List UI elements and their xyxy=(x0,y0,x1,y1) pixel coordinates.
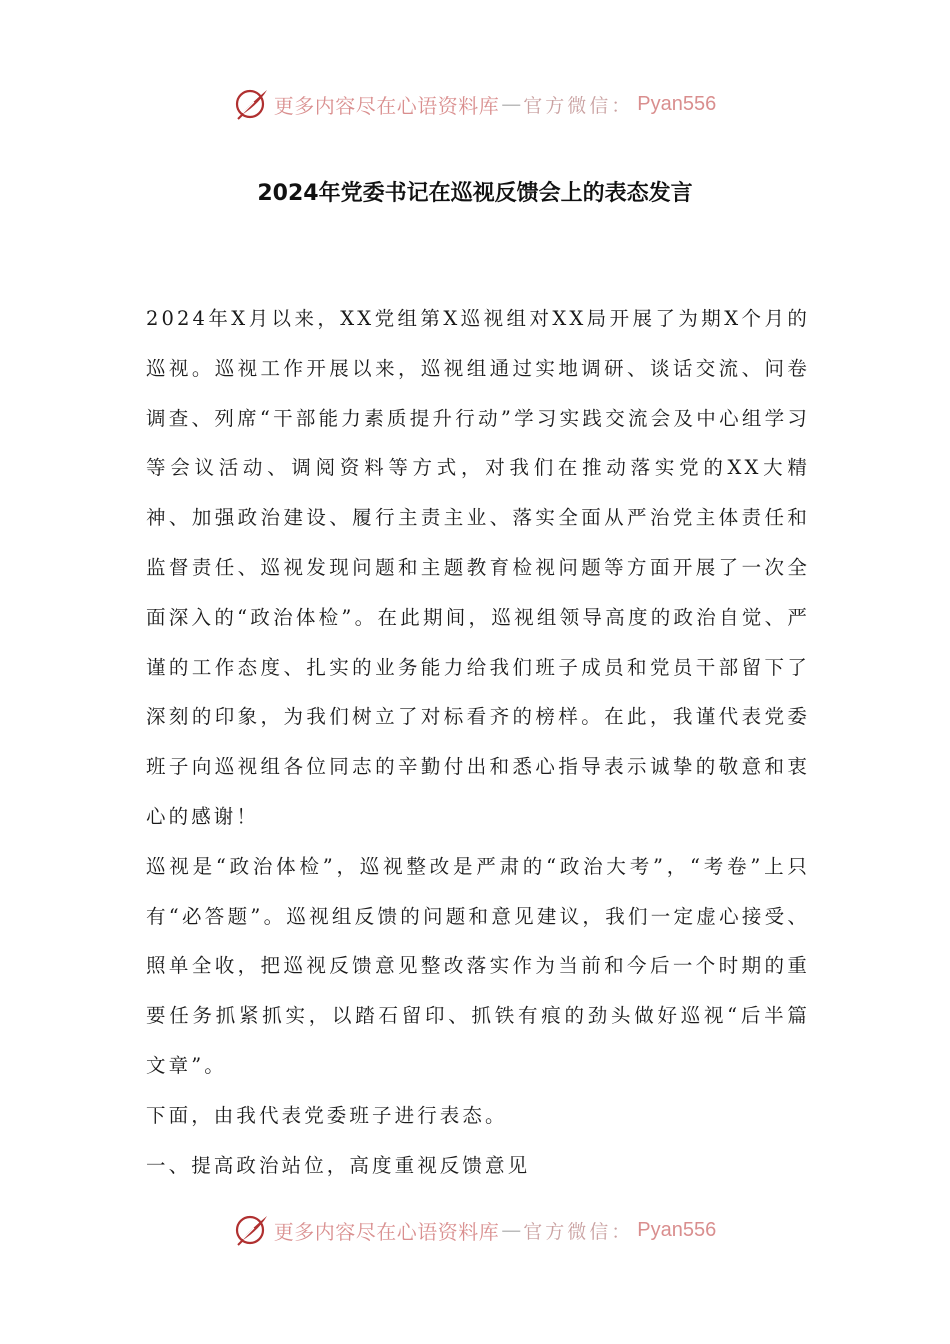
quill-pen-logo-icon xyxy=(234,1212,270,1248)
footer-watermark xyxy=(0,1210,950,1250)
watermark-separator: — xyxy=(501,92,522,116)
watermark-wechat-id: Pyan556 xyxy=(637,1218,717,1241)
watermark-site-text: 更多内容尽在心语资料库 xyxy=(273,1219,500,1244)
quill-pen-logo-icon xyxy=(234,86,270,122)
header-watermark xyxy=(0,84,950,124)
document-body xyxy=(146,294,810,1190)
watermark-separator: — xyxy=(501,1218,522,1242)
paragraph-inspection: 巡视是“政治体检”，巡视整改是严肃的“政治大考”，“考卷”上只有“必答题”。巡视组反馈的问题和意见建议，我们一定虚心接受、照单全收，把巡视反馈意见整改落实作为当前和今后一个时期的重要任务抓紧抓实，以踏石留印、抓铁有痕的劲头做好巡视“后半篇文章”。 xyxy=(146,854,810,1077)
paragraph-statement: 下面，由我代表党委班子进行表态。 xyxy=(146,1103,508,1127)
section-heading-1: 一、提高政治站位，高度重视反馈意见 xyxy=(146,1153,531,1177)
paragraph-intro: 2024年X月以来，XX党组第X巡视组对XX局开展了为期X个月的巡视。巡视工作开展以来，巡视组通过实地调研、谈话交流、问卷调查、列席“干部能力素质提升行动”学习实践交流会及中心组学习等会议活动、调阅资料等方式，对我们在推动落实党的XX大精神、加强政治建设、履行主责主业、落实全面从严治党主体责任和监督责任、巡视发现问题和主题教育检视问题等方面开展了一次全面深入的“政治体检”。在此期间，巡视组领导高度的政治自觉、严谨的工作态度、扎实的业务能力给我们班子成员和党员干部留下了深刻的印象，为我们树立了对标看齐的榜样。在此，我谨代表党委班子向巡视组各位同志的辛勤付出和悉心指导表示诚挚的敬意和衷心的感谢！ xyxy=(146,307,810,828)
watermark-wechat-label: 官方微信： xyxy=(523,1220,634,1243)
document-title: 2024年党委书记在巡视反馈会上的表态发言 xyxy=(257,181,693,206)
watermark-wechat-id: Pyan556 xyxy=(637,92,717,115)
watermark-site-text: 更多内容尽在心语资料库 xyxy=(273,93,500,118)
watermark-wechat-label: 官方微信： xyxy=(523,94,634,117)
